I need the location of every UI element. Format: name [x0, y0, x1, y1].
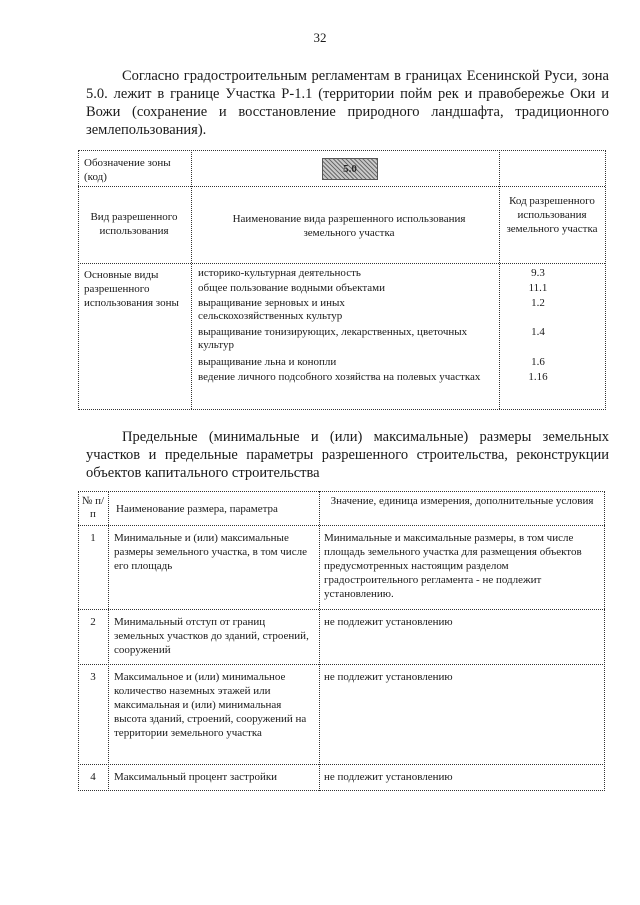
param-num-4: 4	[90, 771, 96, 783]
param-value-1: Минимальные и максимальные размеры, в том числе площадь земельного участка для размещения объектов предусмотренных настоящим разделом градостроительного регламента - не подлежит установлению.	[324, 532, 582, 600]
param-value-4: не подлежит установлению	[324, 771, 453, 783]
use-code-5: 1.6	[531, 356, 545, 368]
param-name-3: Максимальное и (или) минимальное количество наземных этажей или максимальная и (или) минимальная высота зданий, строений, сооружений на территории земельного участка	[114, 671, 307, 739]
use-group-label: Основные виды разрешенного использования зоны	[84, 269, 179, 309]
col-value-header: Значение, единица измерения, дополнительные условия	[330, 495, 594, 507]
param-num-2: 2	[90, 616, 96, 628]
param-name-2: Минимальный отступ от границ земельных участков до зданий, строений, сооружений	[114, 616, 309, 656]
params-hline-2	[78, 609, 605, 610]
zone-table-hline-2	[78, 263, 605, 264]
params-vline-2	[319, 491, 320, 791]
use-name-1: историко-культурная деятельность	[198, 267, 361, 279]
params-hline-4	[78, 764, 605, 765]
zone-table-vline-2	[499, 150, 500, 409]
use-code-6: 1.16	[528, 371, 548, 383]
intro-paragraph: Согласно градостроительным регламентам в границах Есенинской Руси, зона 5.0. лежит в границе Участка Р-1.1 (территории пойм рек и правобережье Оки и Вожи (сохранение и восстановление природного ландшафта, традиционного землепользования).	[86, 68, 609, 138]
zone-table-hline-1	[78, 186, 605, 187]
params-hline-1	[78, 525, 605, 526]
use-name-2: общее пользование водными объектами	[198, 282, 385, 294]
param-name-4: Максимальный процент застройки	[114, 771, 278, 783]
zone-code: 5.0	[343, 163, 357, 175]
zone-code-badge	[322, 158, 378, 180]
page-number: 32	[313, 30, 327, 45]
use-code-2: 11.1	[528, 282, 548, 294]
use-code-3: 1.2	[531, 297, 545, 309]
col-num-header: № п/п	[81, 495, 105, 520]
use-name-6: ведение личного подсобного хозяйства на полевых участках	[198, 371, 481, 383]
col-name-header: Наименование размера, параметра	[116, 503, 278, 515]
limits-paragraph: Предельные (минимальные и (или) максимальные) размеры земельных участков и предельные параметры разрешенного строительства, реконструкции объектов капитального строительства	[86, 429, 609, 481]
use-name-4: выращивание тонизирующих, лекарственных, цветочных культур	[198, 326, 468, 351]
param-value-3: не подлежит установлению	[324, 671, 453, 683]
col-use-name-header: Наименование вида разрешенного использования земельного участка	[232, 213, 466, 239]
param-num-3: 3	[90, 671, 96, 683]
col-use-code-header: Код разрешенного использования земельного участка	[506, 195, 598, 235]
use-name-3: выращивание зерновых и иных сельскохозяйственных культур	[198, 297, 345, 322]
use-code-1: 9.3	[531, 267, 545, 279]
param-name-1: Минимальные и (или) максимальные размеры земельного участка, в том числе его площадь	[114, 532, 307, 572]
col-use-type-header: Вид разрешенного использования	[90, 211, 178, 237]
use-name-5: выращивание льна и конопли	[198, 356, 337, 368]
param-num-1: 1	[90, 532, 96, 544]
params-hline-3	[78, 664, 605, 665]
zone-label: Обозначение зоны (код)	[84, 157, 171, 183]
use-code-4: 1.4	[531, 326, 545, 338]
zone-table-vline-1	[191, 150, 192, 409]
param-value-2: не подлежит установлению	[324, 616, 453, 628]
params-vline-1	[108, 491, 109, 791]
